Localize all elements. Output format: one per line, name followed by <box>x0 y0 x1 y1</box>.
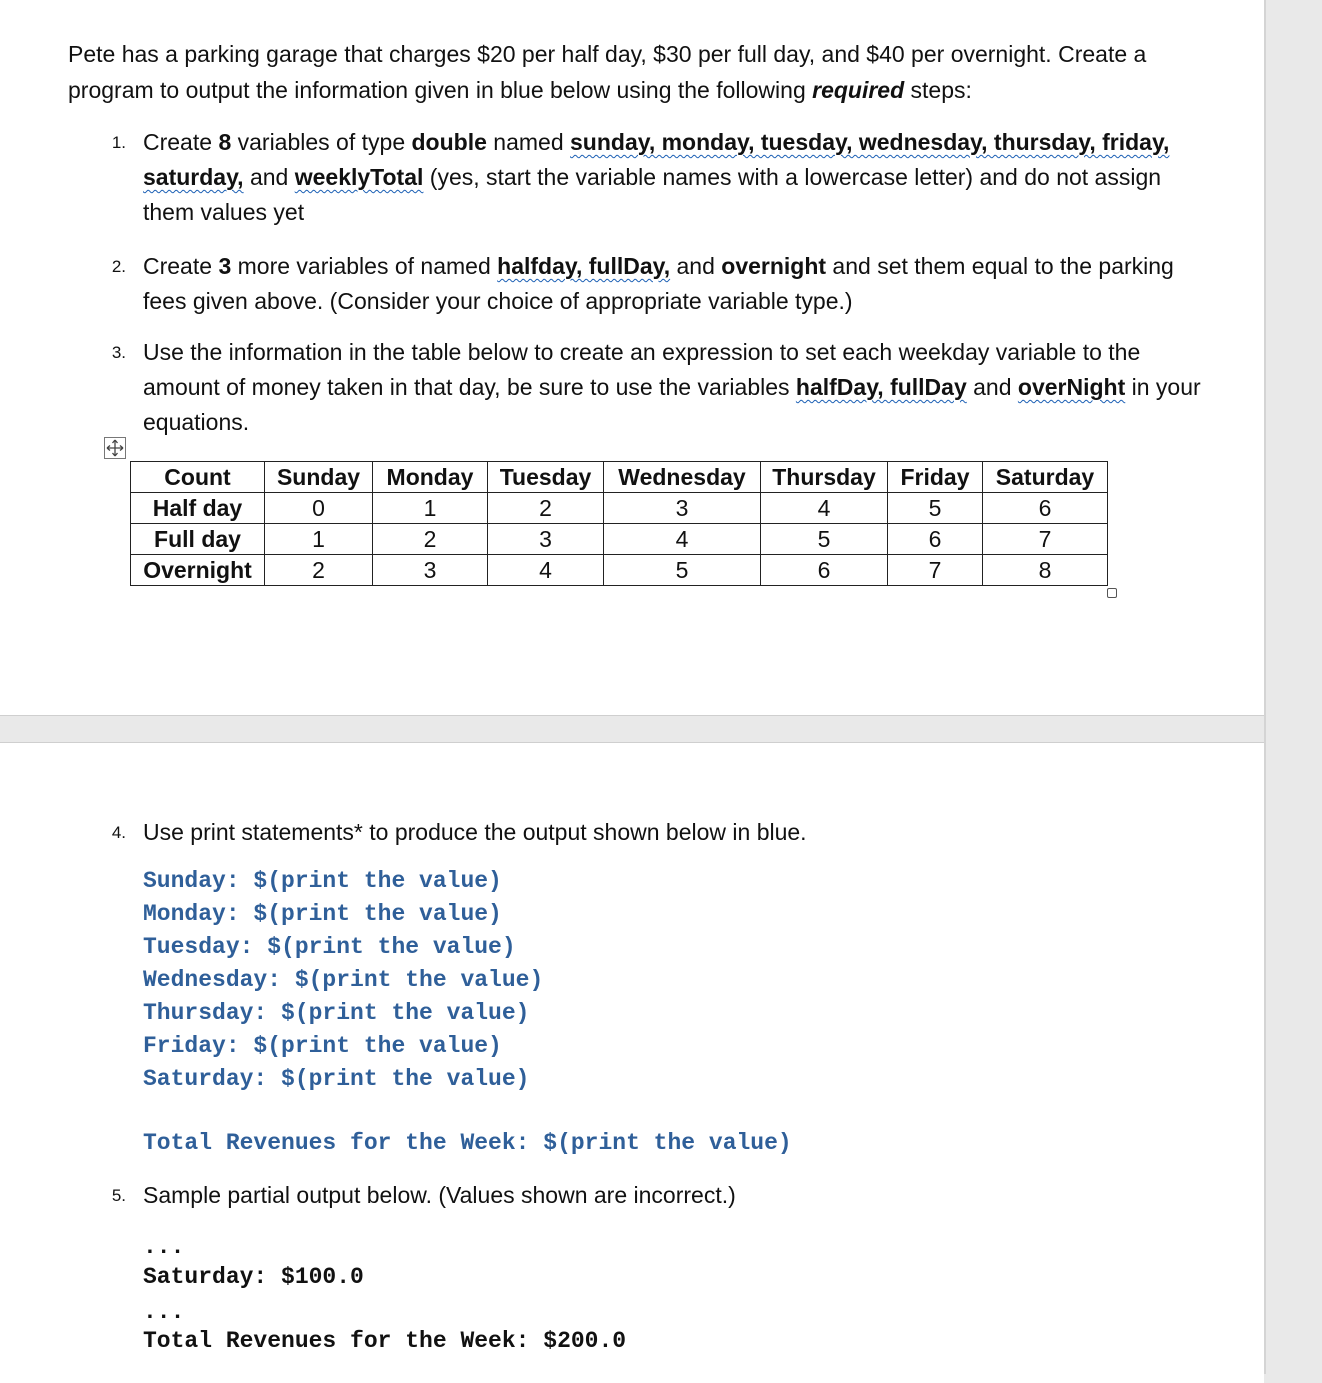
step-number: 4. <box>111 823 126 842</box>
table-header-cell: Sunday <box>265 462 373 493</box>
variable-names: halfDay, fullDay <box>795 374 967 400</box>
step-number: 2. <box>111 257 126 276</box>
step-number: 1. <box>111 133 126 152</box>
step-number: 5. <box>111 1186 126 1205</box>
table-cell: 4 <box>488 555 604 586</box>
intro-paragraph <box>68 36 1218 108</box>
step-3-text: Use the information in the table below to create an expression to set each weekday variable to the amount of money taken in that day, be sure to use the variables halfDay, fullDay and overNight in your equations. <box>143 339 1201 435</box>
sample-ellipsis: ... <box>143 1234 185 1260</box>
table-row <box>131 555 1108 586</box>
table-header-cell: Friday <box>888 462 983 493</box>
table-header-cell: Wednesday <box>604 462 761 493</box>
output-line: Thursday: $(print the value) <box>143 1000 530 1026</box>
table-cell: 3 <box>488 524 604 555</box>
table-header-cell: Monday <box>373 462 488 493</box>
table-header-cell: Saturday <box>983 462 1108 493</box>
table-cell: 7 <box>983 524 1108 555</box>
table-cell: 6 <box>761 555 888 586</box>
table-cell: 2 <box>265 555 373 586</box>
variable-names: halfday, fullDay, <box>497 253 671 279</box>
parking-count-table <box>130 461 1108 586</box>
output-line: Saturday: $(print the value) <box>143 1066 530 1092</box>
table-cell: 7 <box>888 555 983 586</box>
row-label: Half day <box>131 493 265 524</box>
step-4-text: Use print statements* to produce the output shown below in blue. <box>143 819 807 845</box>
table-resize-handle[interactable] <box>1107 588 1117 598</box>
table-move-handle[interactable] <box>104 437 126 459</box>
document-page-2 <box>0 742 1264 1383</box>
table-cell: 0 <box>265 493 373 524</box>
table-row <box>131 524 1108 555</box>
table-cell: 5 <box>761 524 888 555</box>
output-line: Tuesday: $(print the value) <box>143 934 516 960</box>
variable-overnight: overNight <box>1017 374 1126 400</box>
table-header-cell: Count <box>131 462 265 493</box>
table-cell: 4 <box>604 524 761 555</box>
row-label: Overnight <box>131 555 265 586</box>
variable-names: sunday, monday, tuesday, wednesday, thursday, friday, saturday, <box>143 129 1170 190</box>
step-2-text: Create 3 more variables of named halfday, fullDay, and overnight and set them equal to the parking fees given above. (Consider your choice of appropriate variable type.) <box>143 253 1174 314</box>
sample-ellipsis: ... <box>143 1299 185 1325</box>
document-page-1 <box>0 0 1264 716</box>
table-cell: 5 <box>888 493 983 524</box>
total-output-line: Total Revenues for the Week: $(print the value) <box>143 1130 792 1156</box>
table-cell: 3 <box>604 493 761 524</box>
table-header-cell: Thursday <box>761 462 888 493</box>
variable-weeklytotal: weeklyTotal <box>294 164 424 190</box>
page-edge <box>1264 0 1266 1374</box>
table-cell: 6 <box>983 493 1108 524</box>
table-cell: 5 <box>604 555 761 586</box>
intro-text-end: steps: <box>904 77 972 103</box>
table-header-cell: Tuesday <box>488 462 604 493</box>
step-5-text: Sample partial output below. (Values shown are incorrect.) <box>143 1182 736 1208</box>
blue-output-block <box>143 865 543 1096</box>
sample-saturday-line: Saturday: $100.0 <box>143 1264 364 1290</box>
table-cell: 6 <box>888 524 983 555</box>
row-label: Full day <box>131 524 265 555</box>
sample-total-line: Total Revenues for the Week: $200.0 <box>143 1328 627 1354</box>
table-cell: 3 <box>373 555 488 586</box>
table-cell: 2 <box>488 493 604 524</box>
table-cell: 8 <box>983 555 1108 586</box>
step-number: 3. <box>111 343 126 362</box>
table-row <box>131 493 1108 524</box>
table-cell: 1 <box>265 524 373 555</box>
output-line: Sunday: $(print the value) <box>143 868 502 894</box>
table-header-row <box>131 462 1108 493</box>
table-cell: 1 <box>373 493 488 524</box>
intro-text: Pete has a parking garage that charges $20 per half day, $30 per full day, and $40 per overnight. Create a program to output the information given in blue below using the following <box>68 41 1147 103</box>
table-cell: 4 <box>761 493 888 524</box>
table-cell: 2 <box>373 524 488 555</box>
step-1-text: Create 8 variables of type double named sunday, monday, tuesday, wednesday, thursday, friday, saturday, and weeklyTotal (yes, start the variable names with a lowercase letter) and do not assign them values yet <box>143 129 1170 225</box>
intro-required: required <box>812 77 905 103</box>
output-line: Monday: $(print the value) <box>143 901 502 927</box>
output-line: Friday: $(print the value) <box>143 1033 502 1059</box>
output-line: Wednesday: $(print the value) <box>143 967 544 993</box>
move-arrows-icon <box>105 438 125 458</box>
